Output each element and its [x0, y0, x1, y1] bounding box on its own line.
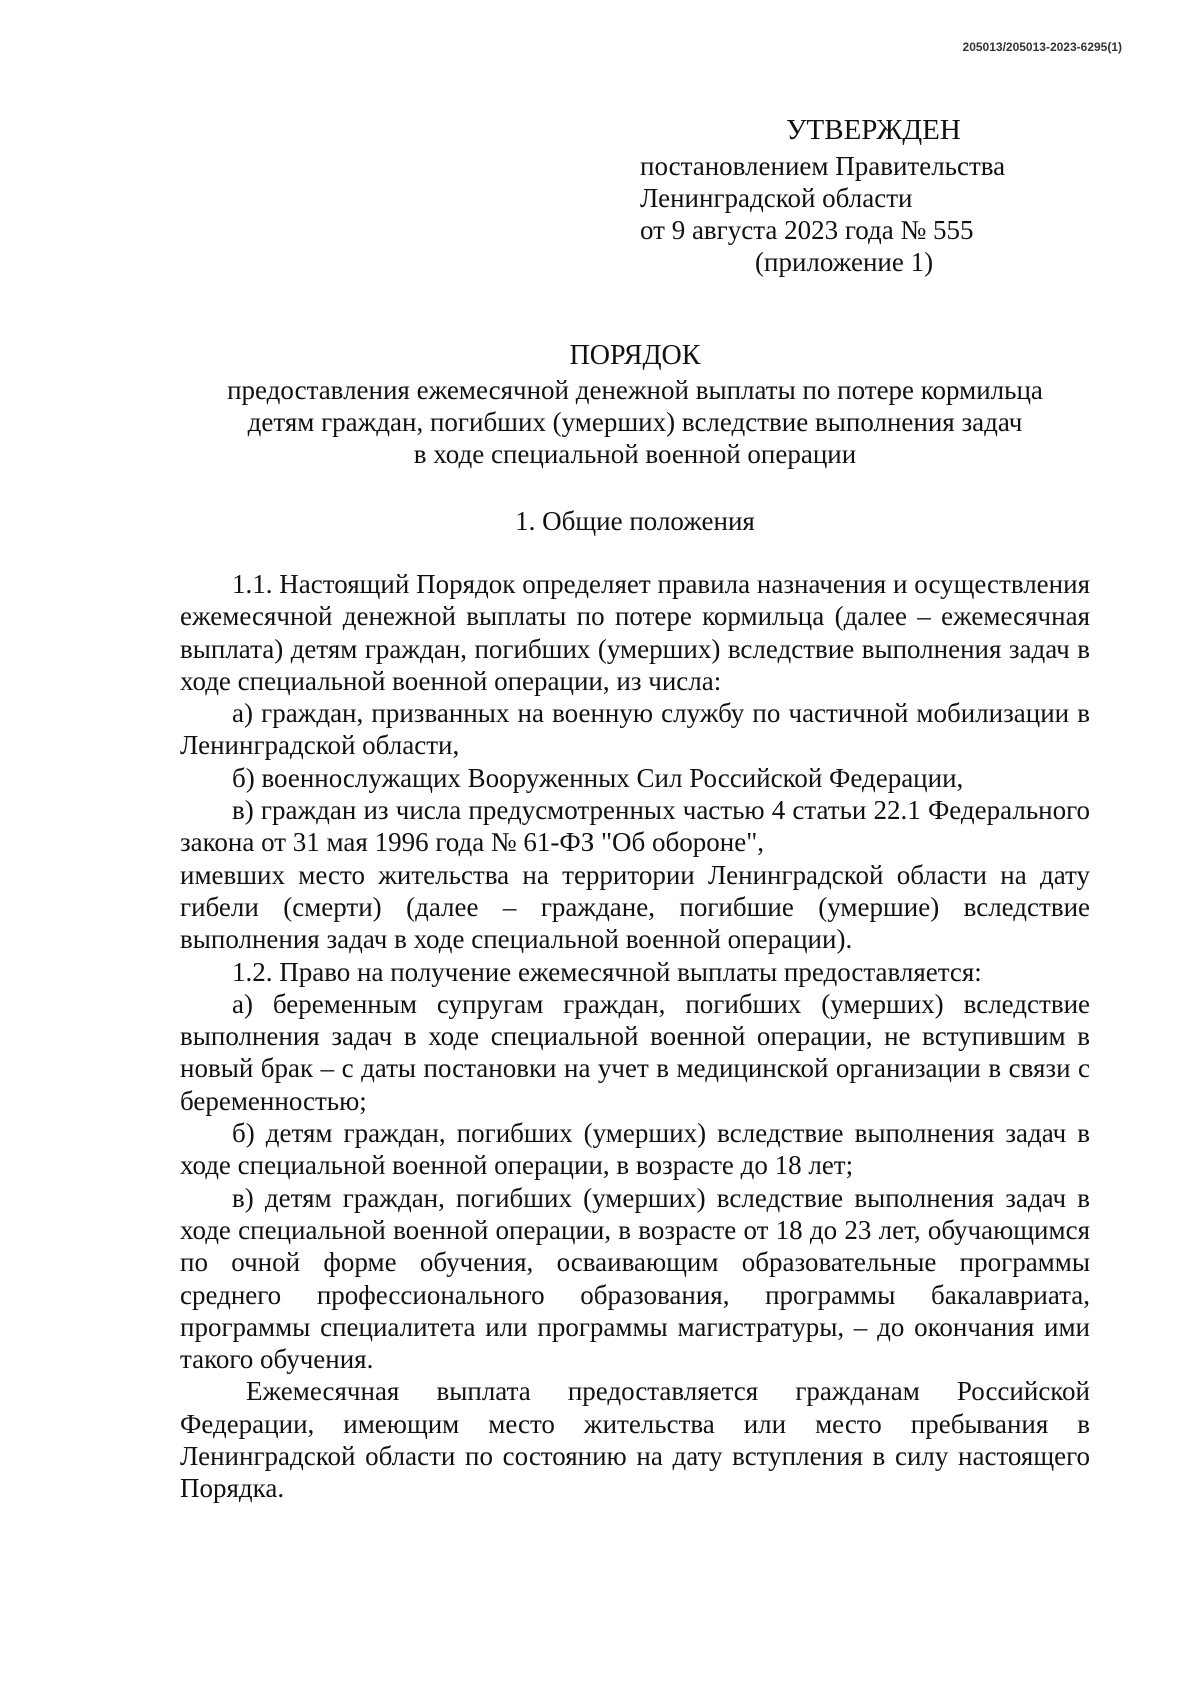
- document-body: [180, 568, 1090, 1505]
- paragraph-1-2-b: б) детям граждан, погибших (умерших) вследствие выполнения задач в ходе специальной военной операции, в возрасте до 18 лет;: [180, 1118, 1090, 1181]
- paragraph-1-1-a: а) граждан, призванных на военную службу по частичной мобилизации в Ленинградской области,: [180, 698, 1090, 761]
- paragraph-residency: Ежемесячная выплата предоставляется гражданам Российской Федерации, имеющим место жительства или место пребывания в Ленинградской области по состоянию на дату вступления в силу настоящего Порядка.: [180, 1376, 1090, 1504]
- paragraph-1-2-v: в) детям граждан, погибших (умерших) вследствие выполнения задач в ходе специальной военной операции, в возрасте от 18 до 23 лет, обучающимся по очной форме обучения, осваивающим образовательные программы среднего профессионального образования, программы бакалавриата, программы специалитета или программы магистратуры, – до окончания ими такого обучения.: [180, 1182, 1090, 1375]
- section-heading: 1. Общие положения: [515, 506, 755, 536]
- document-subtitle-line-1: предоставления ежемесячной денежной выплаты по потере кормильца: [227, 375, 1043, 405]
- approval-stamp: [640, 112, 1060, 278]
- approval-heading: УТВЕРЖДЕН: [786, 114, 961, 146]
- paragraph-1-1-v: в) граждан из числа предусмотренных частью 4 статьи 22.1 Федерального закона от 31 мая 1996 года № 61-ФЗ "Об обороне",: [180, 795, 1090, 858]
- approval-line-4: (приложение 1): [755, 247, 934, 277]
- document-subtitle-line-3: в ходе специальной военной операции: [413, 439, 857, 469]
- paragraph-1-2-a: а) беременным супругам граждан, погибших (умерших) вследствие выполнения задач в ходе специальной военной операции, не вступившим в новый брак – с даты постановки на учет в медицинской организации в связи с беременностью;: [180, 988, 1090, 1116]
- approval-line-2: Ленинградской области: [640, 183, 913, 213]
- paragraph-1-1: 1.1. Настоящий Порядок определяет правила назначения и осуществления ежемесячной денежной выплаты по потере кормильца (далее – ежемесячная выплата) детям граждан, погибших (умерших) вследствие выполнения задач в ходе специальной военной операции, из числа:: [180, 569, 1090, 696]
- document-id: 205013/205013-2023-6295(1): [962, 40, 1122, 54]
- document-subtitle-line-2: детям граждан, погибших (умерших) вследствие выполнения задач: [247, 407, 1023, 437]
- approval-line-1: постановлением Правительства: [640, 151, 1006, 181]
- document-title-block: [180, 338, 1090, 470]
- paragraph-1-1-tail: имевших место жительства на территории Ленинградской области на дату гибели (смерти) (далее – граждане, погибшие (умершие) вследствие выполнения задач в ходе специальной военной операции).: [180, 859, 1090, 955]
- paragraph-1-1-b: б) военнослужащих Вооруженных Сил Российской Федерации,: [232, 762, 964, 793]
- document-title: ПОРЯДОК: [569, 340, 701, 371]
- paragraph-1-2: 1.2. Право на получение ежемесячной выплаты предоставляется:: [232, 956, 982, 987]
- approval-line-3: от 9 августа 2023 года № 555: [640, 215, 974, 245]
